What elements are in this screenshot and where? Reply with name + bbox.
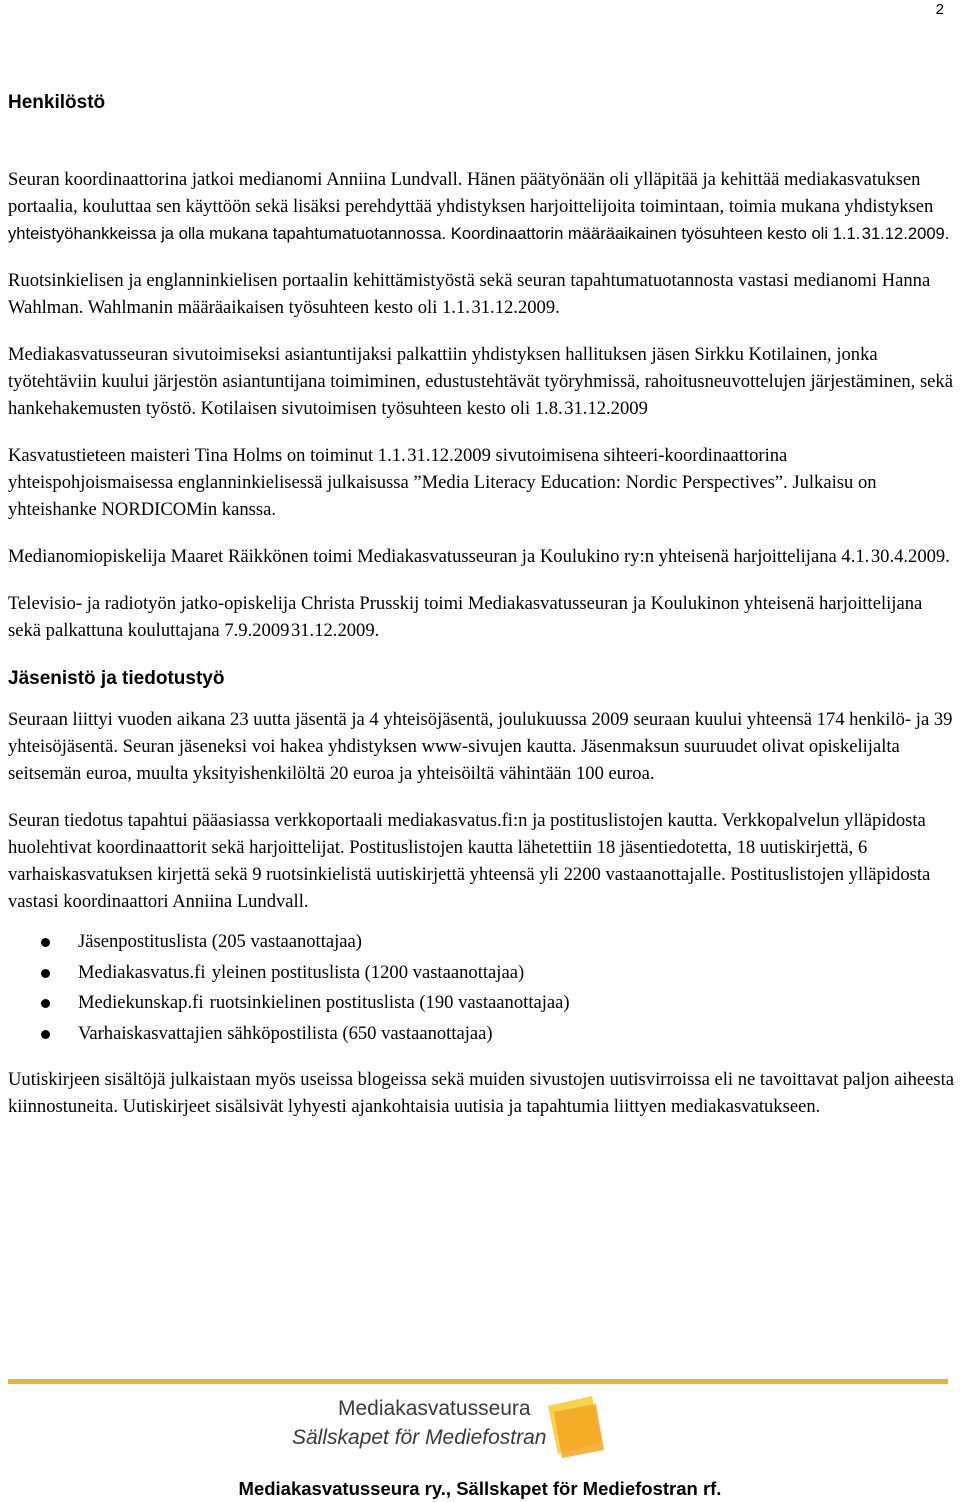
footer-rule [8, 1379, 948, 1384]
paragraph-coordinator-part2: yhteistyöhankkeissa ja olla mukana tapahtumatuotannossa. Koordinaattorin määräaikainen työsuhteen kesto oli 1.1. 31.12.2009. [8, 224, 950, 243]
logo-title: Mediakasvatusseura [338, 1397, 531, 1420]
paragraph-prusskij: Televisio- ja radiotyön jatko-opiskelija Christa Prusskij toimi Mediakasvatusseuran ja Koulukinon yhteisenä harjoittelijana sekä palkattuna kouluttajana 7.9.2009 31.12.2009. [8, 593, 923, 641]
paragraph-newsletter: Uutiskirjeen sisältöjä julkaistaan myös useissa blogeissa sekä muiden sivustojen uutisvirroissa eli ne tavoittavat paljon aiheesta kiinnostuneita. Uutiskirjeet sisälsivät lyhyesti ajankohtaisia uutisia ja tapahtumia liittyen mediakasvatukseen. [8, 1069, 955, 1117]
paragraph-membership: Seuraan liittyi vuoden aikana 23 uutta jäsentä ja 4 yhteisöjäsentä, joulukuussa 2009 seuraan kuului yhteensä 174 henkilö- ja 39 yhteisöjäsentä. Seuran jäseneksi voi hakea yhdistyksen www-sivujen kautta. Jäsenmaksun suuruudet olivat opiskelijalta seitsemän euroa, muulta yksityishenkilöltä 20 euroa ja yhteisöiltä vähintään 100 euroa. [8, 709, 953, 784]
paragraph-coordinator [8, 166, 956, 247]
list-item-text: Mediakasvatus.fi yleinen postituslista (1200 vastaanottajaa) [78, 961, 525, 983]
logo-mark-icon [540, 1392, 610, 1462]
bullet-icon [41, 1030, 50, 1039]
paragraph-kotilainen: Mediakasvatusseuran sivutoimiseksi asiantuntijaksi palkattiin yhdistyksen hallituksen jäsen Sirkku Kotilainen, jonka työtehtäviin kuului järjestön asiantuntijana toimiminen, edustustehtävät työryhmissä, rahoitusneuvottelujen järjestäminen, sekä hankehakemusten työstö. Kotilaisen sivutoimisen työsuhteen kesto oli 1.8. 31.12.2009 [8, 344, 953, 419]
mailing-list [8, 927, 956, 1049]
bullet-icon [41, 938, 50, 947]
list-item [8, 927, 956, 958]
list-item-text: Mediekunskap.fi ruotsinkielinen postituslista (190 vastaanottajaa) [78, 992, 570, 1013]
footer-text: Mediakasvatusseura ry., Sällskapet för Mediefostran rf. [238, 1478, 722, 1499]
bullet-icon [41, 999, 50, 1008]
paragraph-communications: Seuran tiedotus tapahtui pääasiassa verkkoportaali mediakasvatus.fi:n ja postituslistojen kautta. Verkkopalvelun ylläpidosta huolehtivat koordinaattorit sekä harjoittelijat. Postituslistojen kautta lähetettiin 18 jäsentiedotetta, 18 uutiskirjettä, 6 varhaiskasvatuksen kirjettä sekä 9 ruotsinkielistä uutiskirjettä yhteensä yli 2200 vastaanottajalle. Postituslistojen ylläpidosta vastasi koordinaattori Anniina Lundvall. [8, 810, 931, 912]
paragraph-holms: Kasvatustieteen maisteri Tina Holms on toiminut 1.1. 31.12.2009 sivutoimisena sihteeri-koordinaattorina yhteispohjoismaisessa englanninkielisessä julkaisussa ”Media Literacy Education: Nordic Perspectives”. Julkaisu on yhteishanke NORDICOMin kanssa. [8, 445, 877, 520]
page-number: 2 [935, 1, 944, 18]
bullet-icon [41, 969, 50, 978]
list-item [8, 958, 956, 989]
section-heading-jasenisto: Jäsenistö ja tiedotustyö [8, 668, 225, 689]
list-item-text: Varhaiskasvattajien sähköpostilista (650 vastaanottajaa) [78, 1022, 493, 1044]
list-item [8, 1019, 956, 1050]
paragraph-raikkonen: Medianomiopiskelija Maaret Räikkönen toimi Mediakasvatusseuran ja Koulukino ry:n yhteisenä harjoittelijana 4.1. 30.4.2009. [8, 546, 950, 567]
logo-subtitle: Sällskapet för Mediefostran [292, 1426, 547, 1449]
paragraph-coordinator-part1: Seuran koordinaattorina jatkoi medianomi Anniina Lundvall. Hänen päätyönään oli ylläpitää ja kehittää mediakasvatuksen portaalia, kouluttaa sen käyttöön sekä lisäksi perehdyttää yhdistyksen harjoittelijoita toimintaan, toimia mukana yhdistyksen [8, 169, 934, 217]
organization-logo [292, 1392, 612, 1464]
list-item-text: Jäsenpostituslista (205 vastaanottajaa) [78, 931, 362, 952]
section-heading-henkilosto: Henkilöstö [8, 92, 106, 113]
paragraph-wahlman: Ruotsinkielisen ja englanninkielisen portaalin kehittämistyöstä sekä seuran tapahtumatuotannosta vastasi medianomi Hanna Wahlman. Wahlmanin määräaikaisen työsuhteen kesto oli 1.1. 31.12.2009. [8, 270, 931, 318]
document-body [8, 88, 956, 1140]
list-item [8, 988, 956, 1019]
